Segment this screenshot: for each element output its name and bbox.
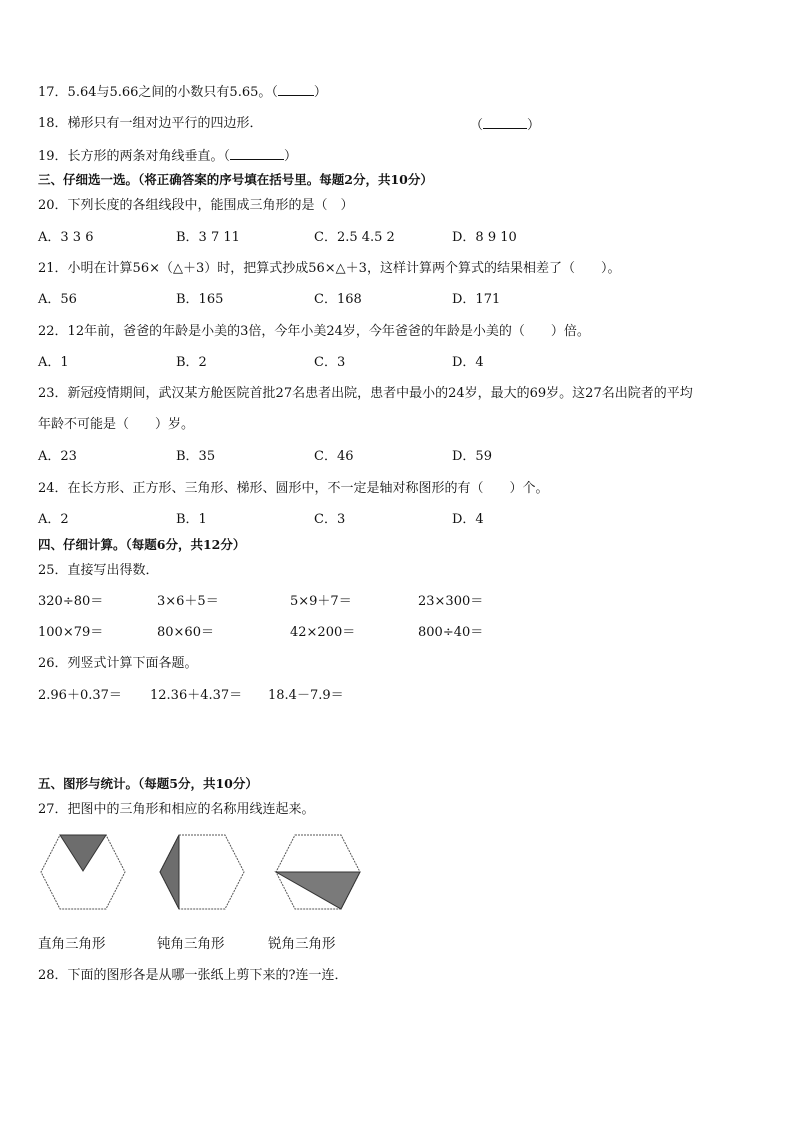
q25-item-8: 800÷40＝: [418, 625, 484, 640]
q21-option-a[interactable]: A．56: [38, 292, 77, 307]
q25-item-2: 3×6＋5＝: [157, 594, 219, 609]
label-acute-triangle[interactable]: 锐角三角形: [268, 936, 336, 952]
q24-option-c[interactable]: C．3: [314, 512, 346, 527]
q26-stem: 26．列竖式计算下面各题。: [38, 656, 198, 671]
q21-option-c[interactable]: C．168: [314, 292, 362, 307]
q25-item-6: 80×60＝: [157, 625, 214, 640]
q17-answer-blank[interactable]: [278, 82, 314, 96]
question-18: [38, 115, 263, 133]
q25-item-3: 5×9＋7＝: [290, 594, 352, 609]
q17-text: 17．5.64与5.66之间的小数只有5.65。（: [38, 85, 278, 100]
q18-text: 18．梯形只有一组对边平行的四边形．: [38, 116, 263, 131]
label-right-triangle[interactable]: 直角三角形: [38, 936, 106, 952]
hexagon-figure-1: [38, 833, 128, 911]
shaded-triangle: [160, 835, 179, 909]
q20-option-b[interactable]: B．3 7 11: [176, 230, 240, 245]
q25-item-7: 42×200＝: [290, 625, 356, 640]
q22-option-c[interactable]: C．3: [314, 355, 346, 370]
q18-answer: [470, 115, 540, 135]
q23-option-c[interactable]: C．46: [314, 449, 354, 464]
section-3-heading: 三、仔细选一选。（将正确答案的序号填在括号里。每题2分，共10分）: [38, 172, 433, 187]
section-4-heading: 四、仔细计算。（每题6分，共12分）: [38, 537, 246, 552]
q24-option-d[interactable]: D．4: [452, 512, 484, 527]
q23-stem-line2: 年龄不可能是（ ）岁。: [38, 417, 195, 432]
q17-close: ）: [313, 85, 327, 100]
q20-option-c[interactable]: C．2.5 4.5 2: [314, 230, 395, 245]
q26-item-2: 12.36＋4.37＝: [150, 688, 243, 703]
q23-option-b[interactable]: B．35: [176, 449, 216, 464]
q27-stem: 27．把图中的三角形和相应的名称用线连起来。: [38, 802, 315, 817]
q20-stem: 20．下列长度的各组线段中，能围成三角形的是（ ）: [38, 198, 354, 213]
q24-option-a[interactable]: A．2: [38, 512, 69, 527]
q19-text: 19．长方形的两条对角线垂直。（: [38, 149, 231, 164]
section-5-heading: 五、图形与统计。（每题5分，共10分）: [38, 776, 258, 791]
q18-close: ）: [527, 118, 541, 133]
hexagon-figure-3: [273, 833, 363, 911]
q25-item-1: 320÷80＝: [38, 594, 104, 609]
q23-option-a[interactable]: A．23: [38, 449, 77, 464]
q23-option-d[interactable]: D．59: [452, 449, 492, 464]
hexagon-figure-2: [157, 833, 247, 911]
q28-stem: 28．下面的图形各是从哪一张纸上剪下来的?连一连．: [38, 968, 348, 983]
q22-option-d[interactable]: D．4: [452, 355, 484, 370]
q18-open: （: [470, 118, 484, 133]
q18-answer-blank[interactable]: [483, 115, 527, 129]
q22-option-a[interactable]: A．1: [38, 355, 69, 370]
question-17: [38, 82, 327, 102]
q24-stem: 24．在长方形、正方形、三角形、梯形、圆形中，不一定是轴对称图形的有（ ）个。: [38, 481, 549, 496]
q26-item-3: 18.4－7.9＝: [268, 688, 344, 703]
q22-stem: 22．12年前，爸爸的年龄是小美的3倍，今年小美24岁，今年爸爸的年龄是小美的（ ）倍。: [38, 324, 590, 339]
q20-option-a[interactable]: A．3 3 6: [38, 230, 94, 245]
shaded-triangle: [60, 835, 106, 871]
q19-close: ）: [284, 149, 298, 164]
shaded-triangle: [276, 872, 360, 909]
q20-option-d[interactable]: D．8 9 10: [452, 230, 517, 245]
q21-option-b[interactable]: B．165: [176, 292, 224, 307]
q21-stem: 21．小明在计算56×（△＋3）时，把算式抄成56×△＋3，这样计算两个算式的结果相差了（ ）。: [38, 261, 621, 276]
q22-option-b[interactable]: B．2: [176, 355, 207, 370]
q21-option-d[interactable]: D．171: [452, 292, 501, 307]
q25-stem: 25．直接写出得数．: [38, 563, 159, 578]
question-19: [38, 146, 297, 166]
q25-item-5: 100×79＝: [38, 625, 104, 640]
q23-stem-line1: 23．新冠疫情期间，武汉某方舱医院首批27名患者出院，患者中最小的24岁，最大的69岁。这27名出院者的平均: [38, 386, 693, 401]
q19-answer-blank[interactable]: [230, 146, 284, 160]
label-obtuse-triangle[interactable]: 钝角三角形: [157, 936, 225, 952]
q24-option-b[interactable]: B．1: [176, 512, 207, 527]
q26-item-1: 2.96＋0.37＝: [38, 688, 122, 703]
q25-item-4: 23×300＝: [418, 594, 484, 609]
